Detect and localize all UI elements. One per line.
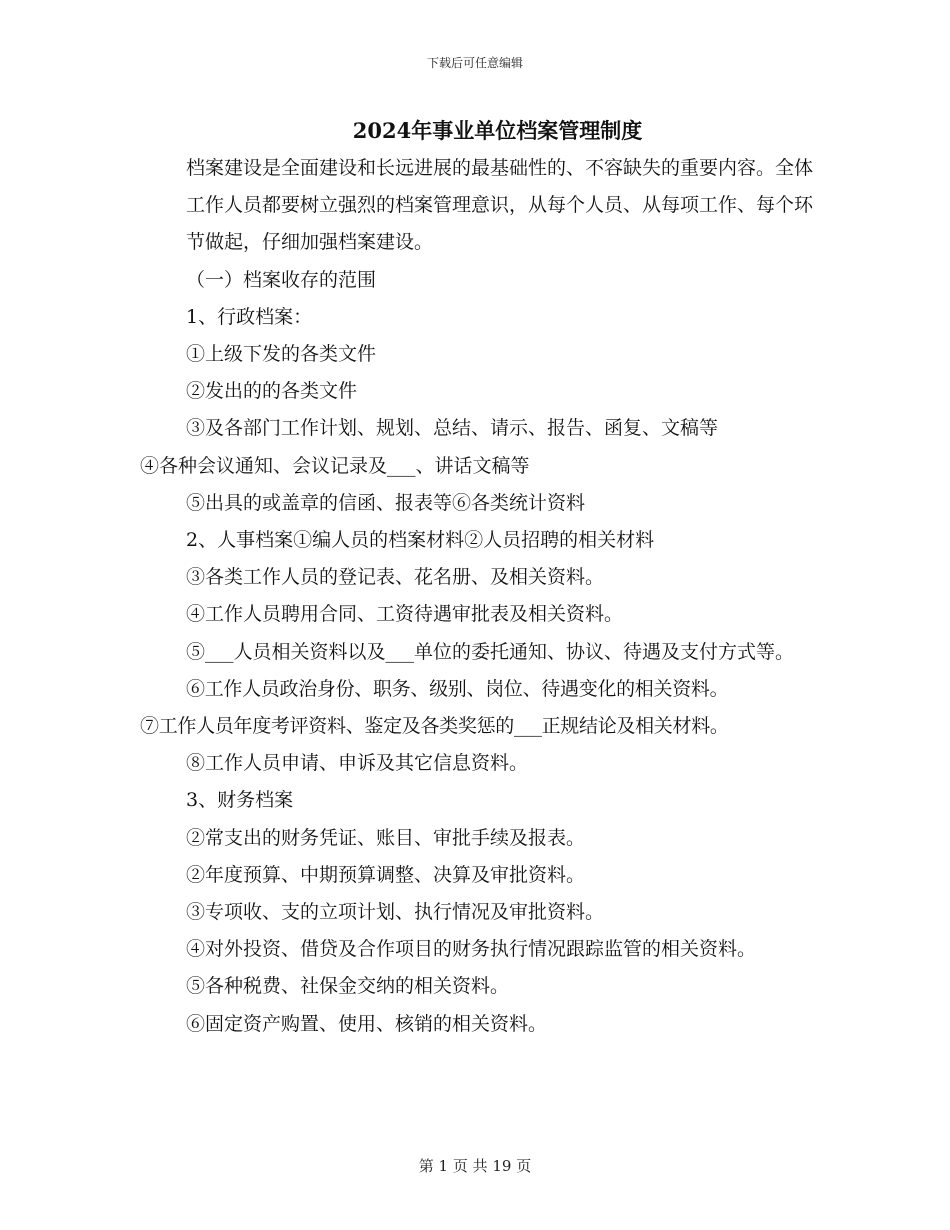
list-item: ④各种会议通知、会议记录及___、讲话文稿等 bbox=[140, 454, 530, 477]
list-item: ③专项收、支的立项计划、执行情况及审批资料。 bbox=[186, 901, 605, 924]
list-item: ⑥工作人员政治身份、职务、级别、岗位、待遇变化的相关资料。 bbox=[186, 677, 729, 700]
list-item: ⑦工作人员年度考评资料、鉴定及各类奖惩的___正规结论及相关材料。 bbox=[140, 715, 729, 738]
page-footer: 第 1 页 共 19 页 bbox=[418, 1157, 532, 1175]
list-item: ⑥固定资产购置、使用、核销的相关资料。 bbox=[186, 1012, 548, 1035]
list-item: ⑤出具的或盖章的信函、报表等⑥各类统计资料 bbox=[186, 491, 586, 514]
list-item: ④工作人员聘用合同、工资待遇审批表及相关资料。 bbox=[186, 603, 624, 626]
list-item: ④对外投资、借贷及合作项目的财务执行情况跟踪监管的相关资料。 bbox=[186, 938, 757, 961]
list-item: ⑧工作人员申请、申诉及其它信息资料。 bbox=[186, 752, 529, 775]
list-item: ⑤___人员相关资料以及___单位的委托通知、协议、待遇及支付方式等。 bbox=[186, 640, 795, 663]
subsection-heading: 3、财务档案 bbox=[186, 789, 294, 812]
list-item: ⑤各种税费、社保金交纳的相关资料。 bbox=[186, 975, 510, 998]
list-item: ③及各部门工作计划、规划、总结、请示、报告、函复、文稿等 bbox=[186, 417, 719, 440]
document-body bbox=[140, 150, 830, 1043]
subsection-heading: 1、行政档案： bbox=[186, 305, 313, 328]
list-item: ①上级下发的各类文件 bbox=[186, 343, 377, 366]
list-item: ③各类工作人员的登记表、花名册、及相关资料。 bbox=[186, 566, 605, 589]
section-heading: （一）档案收存的范围 bbox=[186, 268, 377, 291]
subsection-heading: 2、人事档案①编人员的档案材料②人员招聘的相关材料 bbox=[186, 529, 655, 552]
document-title: 2024年事业单位档案管理制度 bbox=[352, 118, 643, 143]
list-item: ②常支出的财务凭证、账目、审批手续及报表。 bbox=[186, 826, 586, 849]
intro-paragraph: 档案建设是全面建设和长远进展的最基础性的、不容缺失的重要内容。全体工作人员都要树立强烈的档案管理意识，从每个人员、从每项工作、每个环节做起，仔细加强档案建设。 bbox=[186, 157, 814, 254]
page-header-note: 下载后可任意编辑 bbox=[426, 56, 523, 70]
list-item: ②年度预算、中期预算调整、决算及审批资料。 bbox=[186, 863, 586, 886]
list-item: ②发出的的各类文件 bbox=[186, 380, 358, 403]
